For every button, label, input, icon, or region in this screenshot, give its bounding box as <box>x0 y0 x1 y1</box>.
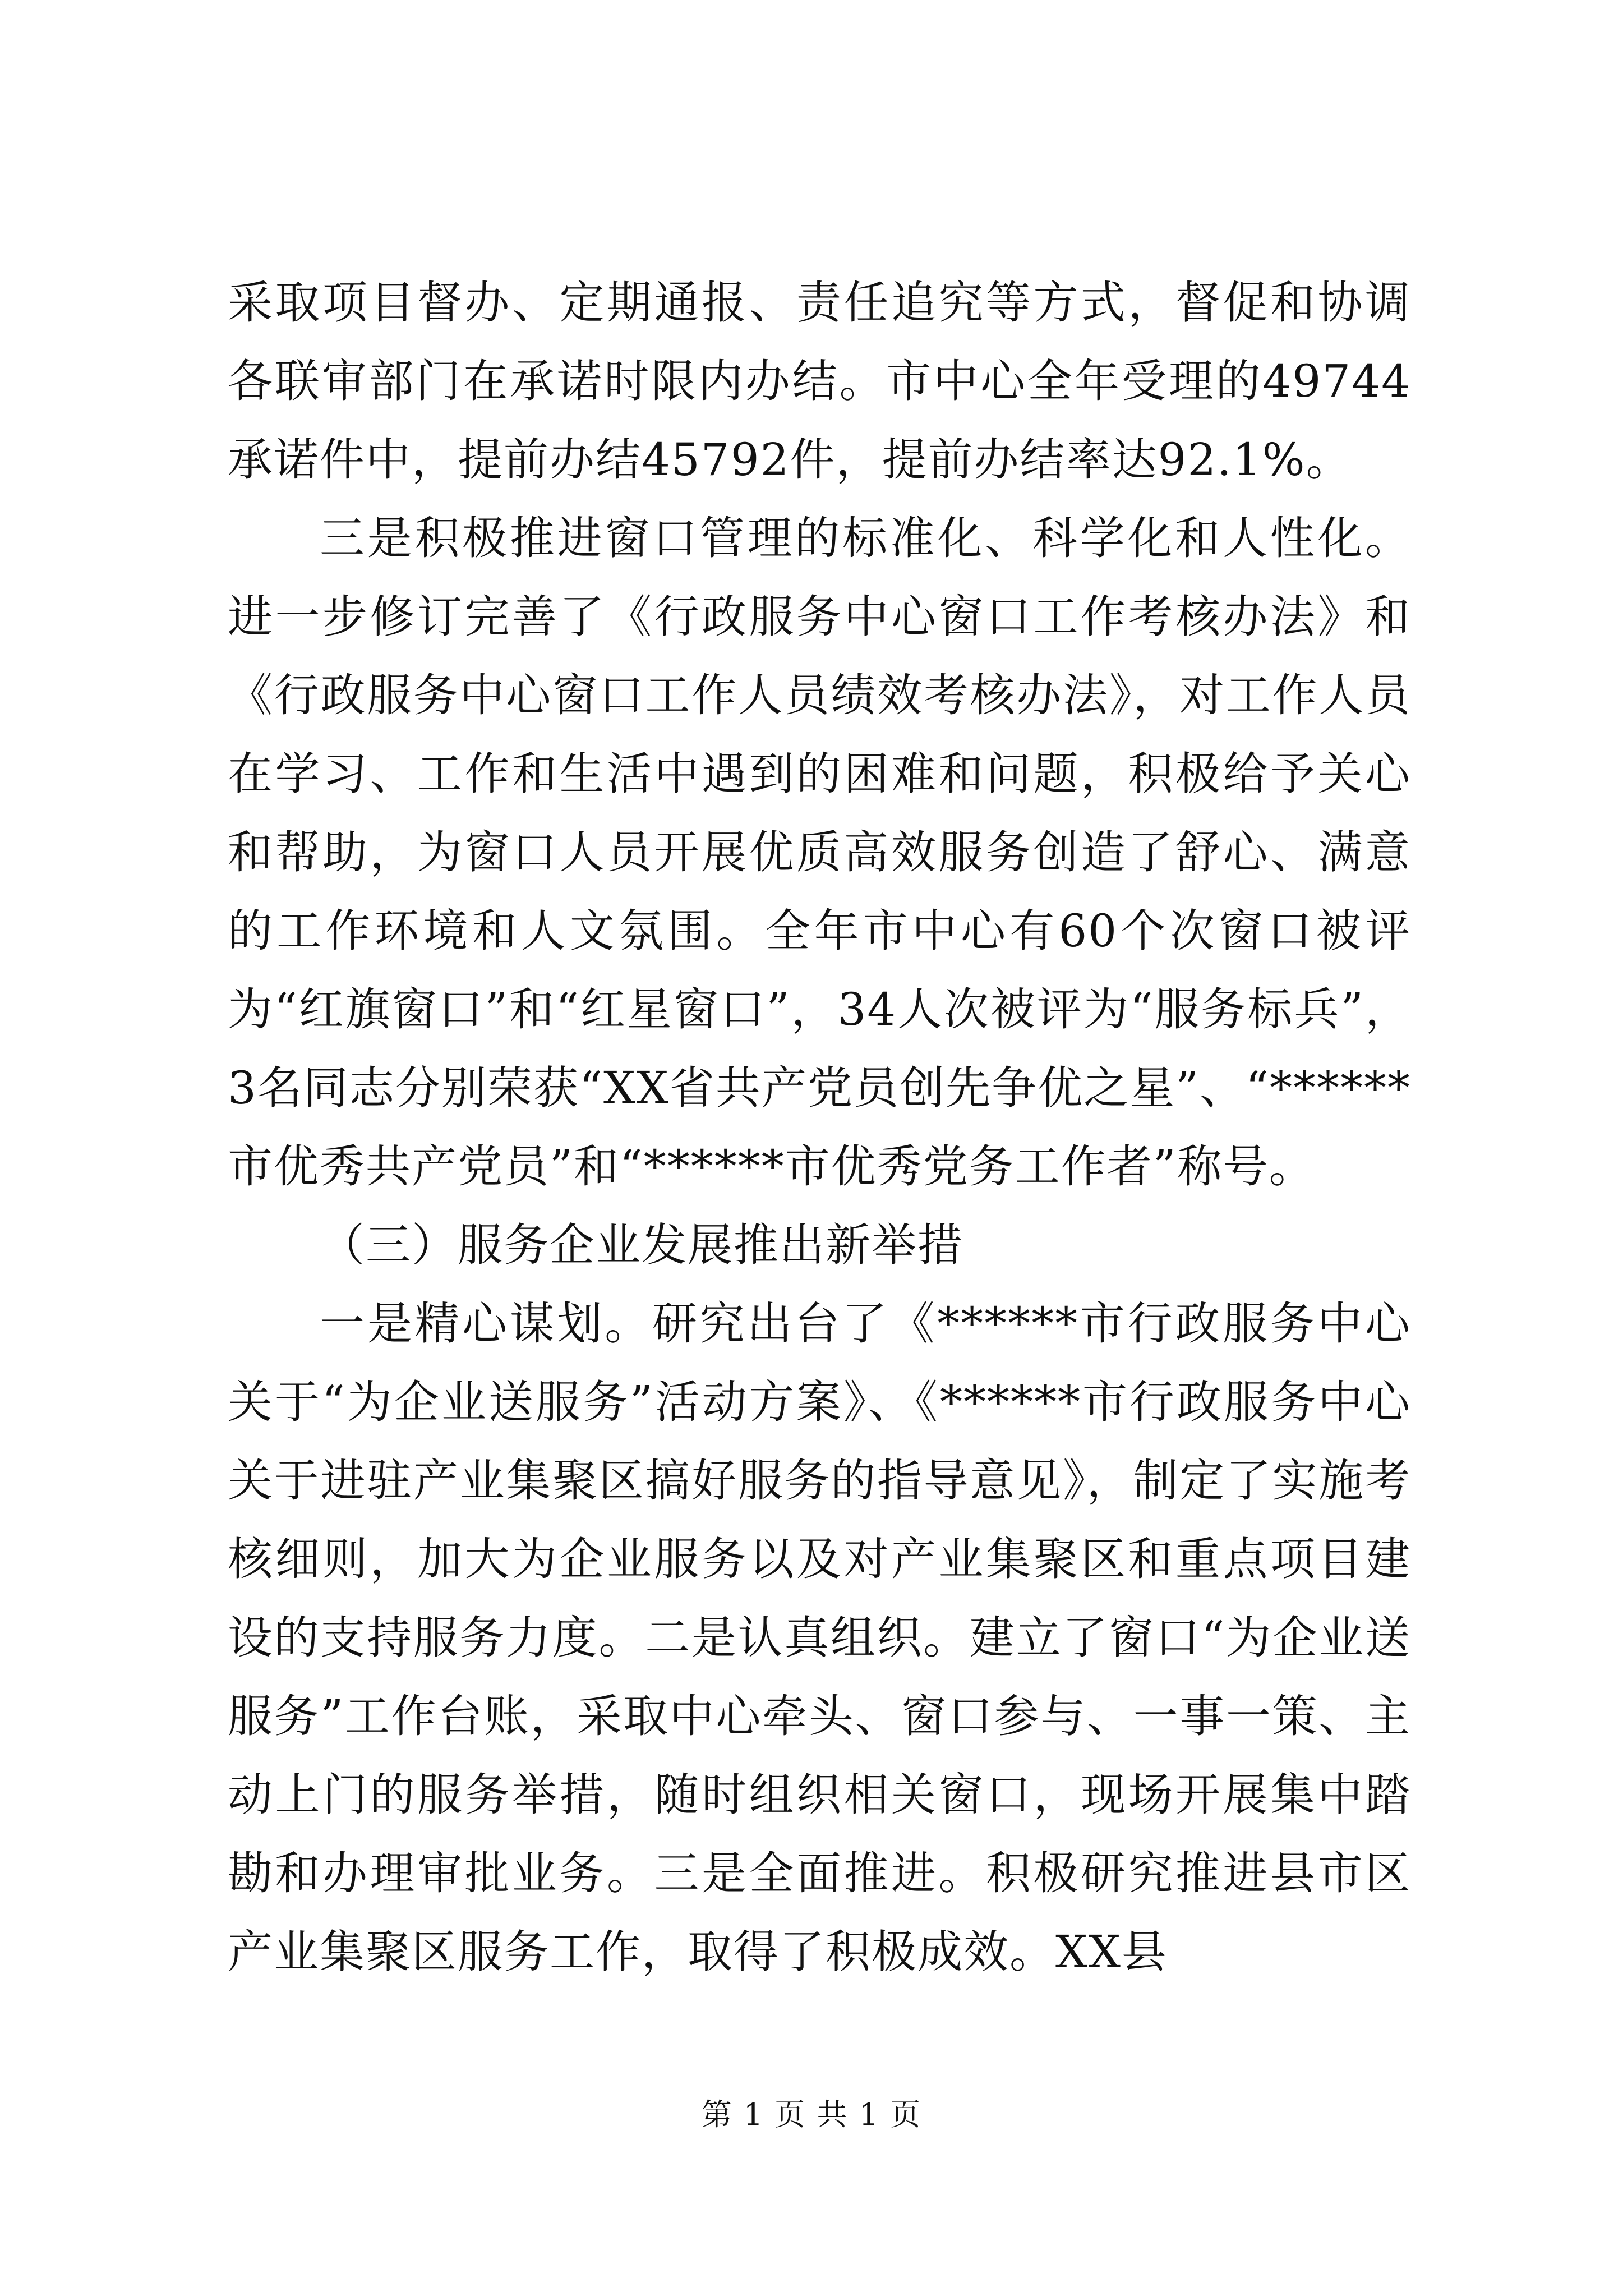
document-body <box>228 264 1411 1991</box>
paragraph-enterprise-service: 一是精心谋划。研究出台了《******市行政服务中心关于“为企业送服务”活动方案》、《******市行政服务中心关于进驻产业集聚区搞好服务的指导意见》，制定了实施考核细则，加大为企业服务以及对产业集聚区和重点项目建设的支持服务力度。二是认真组织。建立了窗口“为企业送服务”工作台账，采取中心牵头、窗口参与、一事一策、主动上门的服务举措，随时组织相关窗口，现场开展集中踏勘和办理审批业务。三是全面推进。积极研究推进县市区产业集聚区服务工作，取得了积极成效。XX县 <box>228 1297 1411 1978</box>
paragraph-continuation: 采取项目督办、定期通报、责任追究等方式，督促和协调各联审部门在承诺时限内办结。市中心全年受理的49744承诺件中，提前办结45792件，提前办结率达92.1%。 <box>228 277 1411 486</box>
page-footer: 第 1 页 共 1 页 <box>701 2097 922 2132</box>
section-heading: （三）服务企业发展推出新举措 <box>320 1219 963 1271</box>
paragraph-window-management: 三是积极推进窗口管理的标准化、科学化和人性化。进一步修订完善了《行政服务中心窗口工作考核办法》和《行政服务中心窗口工作人员绩效考核办法》，对工作人员在学习、工作和生活中遇到的困难和问题，积极给予关心和帮助，为窗口人员开展优质高效服务创造了舒心、满意的工作环境和人文氛围。全年市中心有60个次窗口被评为“红旗窗口”和“红星窗口”，34人次被评为“服务标兵”，3名同志分别荣获“XX省共产党员创先争优之星”、“******市优秀共产党员”和“******市优秀党务工作者”称号。 <box>228 512 1411 1193</box>
